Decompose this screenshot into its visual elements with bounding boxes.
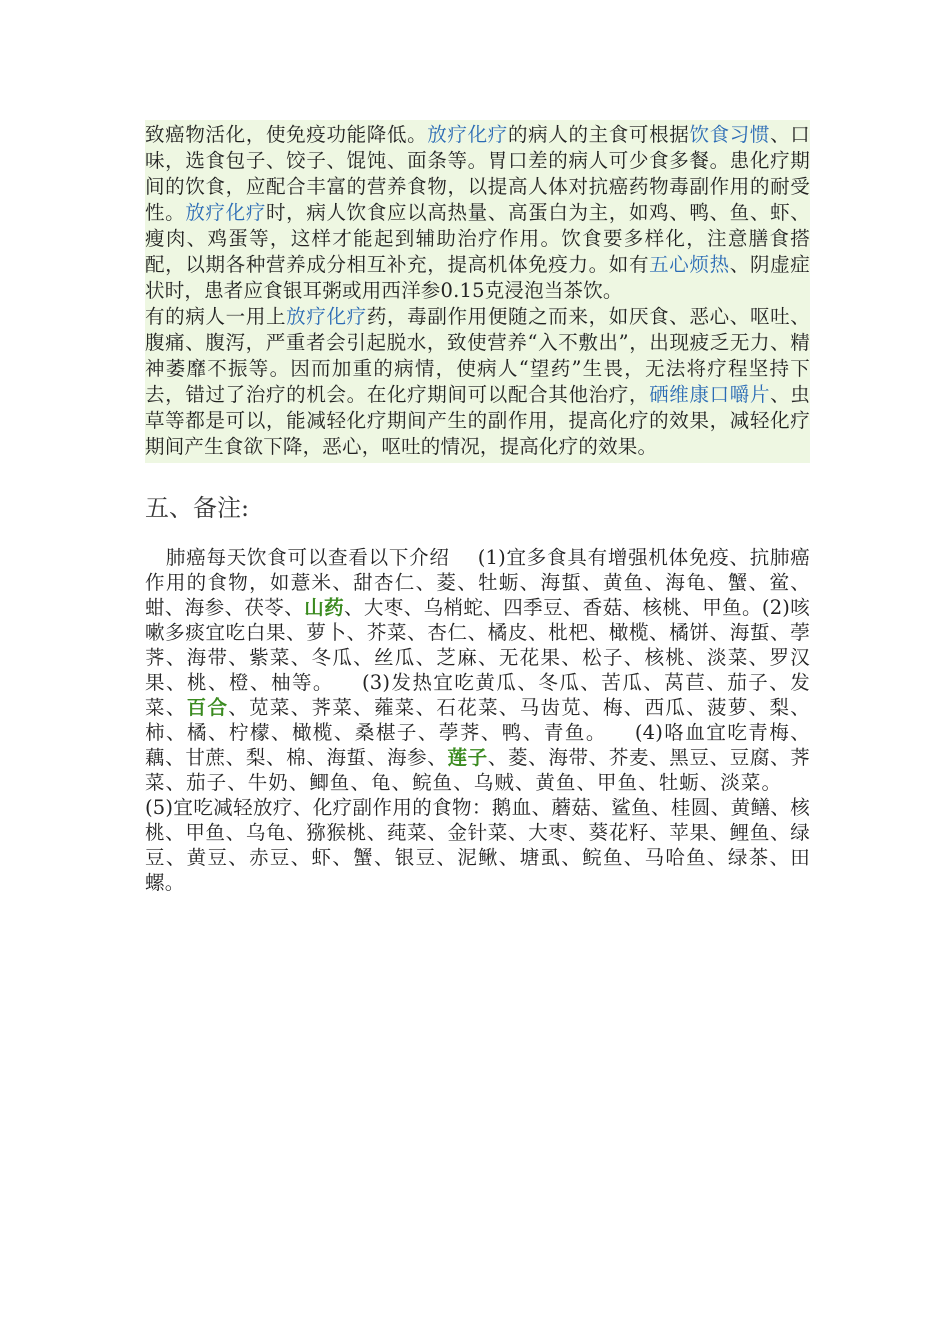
- notes-item-5: (5)宜吃减轻放疗、化疗副作用的食物：鹅血、蘑菇、鲨鱼、桂圆、黄鳝、核桃、甲鱼、乌龟、猕猴桃、莼菜、金针菜、大枣、葵花籽、苹果、鲤鱼、绿豆、黄豆、赤豆、虾、蟹、银豆、泥鳅、塘虱、鲩鱼、马哈鱼、绿茶、田螺。: [145, 796, 810, 894]
- notes-item-3: (3)发热宜吃黄瓜、冬瓜、苦瓜、莴苣、茄子、发菜、: [145, 671, 810, 719]
- link-five-heart-fever[interactable]: 五心烦热: [649, 253, 730, 276]
- paragraph-side-effects: [145, 304, 810, 460]
- text-segment: 、口味，选食包子、饺子、馄饨、面条等。胃口差的病人可少食多餐。患化疗期间的饮食，应配合丰富的营养食物，以提高人体对抗癌药物毒副作用的耐受性。: [145, 123, 810, 224]
- text-segment: 、虫草等都是可以，能减轻化疗期间产生的副作用，提高化疗的效果，减轻化疗期间产生食欲下降，恶心，呕吐的情况，提高化疗的效果。: [145, 383, 810, 458]
- link-selenium-tablet[interactable]: 硒维康口嚼片: [649, 383, 771, 406]
- document-page: [145, 120, 810, 895]
- notes-item-1: (1)宜多食具有增强机体免疫、抗肺癌作用的食物，如薏米、甜杏仁、菱、牡蛎、海蜇、黄鱼、海龟、蟹、鲎、蚶、海参、茯苓、: [145, 546, 810, 619]
- notes-item-4: (4)咯血宜吃青梅、藕、甘蔗、梨、棉、海蜇、海参、: [145, 721, 810, 769]
- keyword-shanyao[interactable]: 山药: [304, 596, 345, 619]
- highlighted-text-block: [145, 120, 810, 463]
- notes-item-2: (2)咳嗽多痰宜吃白果、萝卜、芥菜、杏仁、橘皮、枇杷、橄榄、橘饼、海蜇、荸荠、海带、紫菜、冬瓜、丝瓜、芝麻、无花果、松子、核桃、淡菜、罗汉果、桃、橙、柚等。: [145, 596, 811, 694]
- notes-item-4-rest: 、菱、海带、芥麦、黑豆、豆腐、荠菜、茄子、牛奶、鲫鱼、龟、鲩鱼、乌贼、黄鱼、甲鱼、牡蛎、淡菜。: [145, 746, 811, 794]
- keyword-baihe[interactable]: 百合: [186, 696, 229, 719]
- notes-paragraph: [145, 545, 810, 895]
- notes-item-1-rest: 、大枣、乌梢蛇、四季豆、香菇、核桃、甲鱼。: [344, 596, 762, 619]
- text-segment: 、阴虚症状时，患者应食银耳粥或用西洋参0.15克浸泡当茶饮。: [145, 253, 810, 302]
- text-segment: 药，毒副作用便随之而来，如厌食、恶心、呕吐、腹痛、腹泻，严重者会引起脱水，致使营养“入不敷出”，出现疲乏无力、精神萎靡不振等。因而加重的病情，使病人“望药”生畏，无法将疗程坚持下去，错过了治疗的机会。在化疗期间可以配合其他治疗，: [145, 305, 810, 406]
- link-radio-chemo[interactable]: 放疗化疗: [427, 123, 508, 146]
- text-segment: 的病人的主食可根据: [507, 123, 690, 146]
- text-segment: 时，病人饮食应以高热量、高蛋白为主，如鸡、鸭、鱼、虾、瘦肉、鸡蛋等，这样才能起到辅助治疗作用。饮食要多样化，注意膳食搭配，以期各种营养成分相互补充，提高机体免疫力。如有: [145, 201, 811, 276]
- notes-block: [145, 545, 810, 895]
- text-segment: 有的病人一用上: [145, 305, 287, 328]
- link-diet-habits[interactable]: 饮食习惯: [689, 123, 771, 146]
- section-heading-notes: 五、备注:: [145, 494, 250, 522]
- link-radio-chemo[interactable]: 放疗化疗: [286, 305, 367, 328]
- link-radio-chemo[interactable]: 放疗化疗: [185, 201, 267, 224]
- paragraph-diet-during-therapy: [145, 122, 810, 304]
- notes-item-3-rest: 、苋菜、荠菜、蕹菜、石花菜、马齿苋、梅、西瓜、菠萝、梨、柿、橘、柠檬、橄榄、桑椹子、荸荠、鸭、青鱼。: [145, 696, 810, 744]
- text-segment: 致癌物活化，使免疫功能降低。: [145, 123, 428, 146]
- notes-intro: 肺癌每天饮食可以查看以下介绍: [165, 546, 450, 569]
- keyword-lianzi[interactable]: 莲子: [447, 746, 488, 769]
